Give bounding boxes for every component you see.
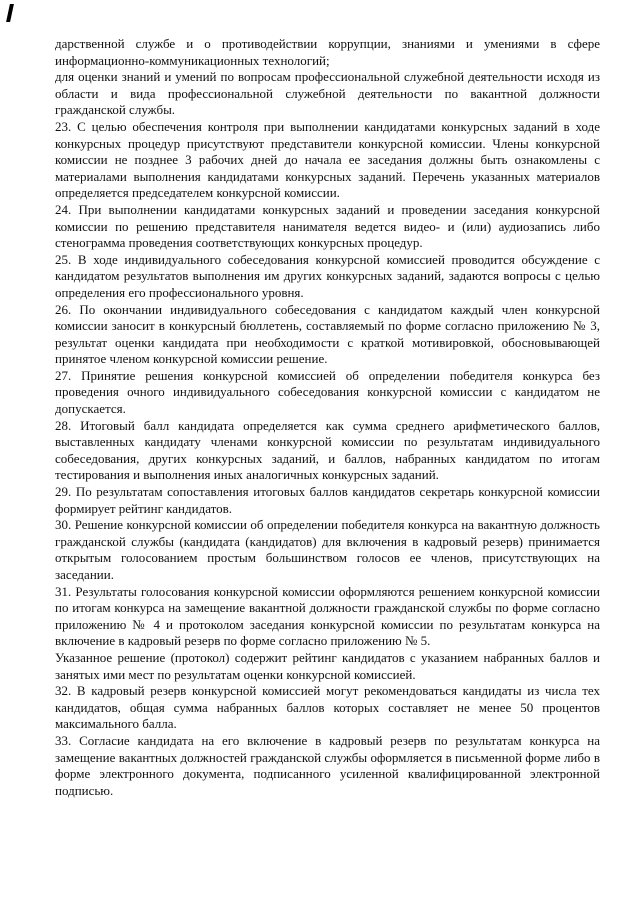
paragraph-continuation: дарственной службе и о противодействии коррупции, знаниями и умениями в сфере информационно-коммуникационных технологий; [55, 36, 600, 68]
paragraph-decision-note: Указанное решение (протокол) содержит рейтинг кандидатов с указанием набранных баллов и занятых ими мест по результатам оценки конкурсной комиссией. [55, 649, 600, 682]
paragraph-knowledge-assessment: для оценки знаний и умений по вопросам профессиональной служебной деятельности исходя из области и вида профессиональной служебной деятельности по вакантной должности гражданской службы. [55, 69, 600, 118]
paragraph-29: 29. По результатам сопоставления итоговых баллов кандидатов секретарь конкурсной комиссии формирует рейтинг кандидатов. [55, 484, 600, 516]
document-page [55, 36, 600, 799]
paragraph-33: 33. Согласие кандидата на его включение в кадровый резерв по результатам конкурса на замещение вакантных должностей гражданской службы оформляется в письменной форме либо в форме электронного документа, подписанного усиленной квалифицированной электронной подписью. [55, 732, 600, 798]
paragraph-28: 28. Итоговый балл кандидата определяется как сумма среднего арифметического баллов, выставленных кандидату членами конкурсной комиссии по результатам индивидуального собеседования, других конкурсных заданий, и баллов, набранных кандидатом по итогам тестирования и выполнения иных аналогичных конкурсных заданий. [55, 417, 600, 483]
paragraph-25: 25. В ходе индивидуального собеседования конкурсной комиссией проводится обсуждение с кандидатом результатов выполнения им других конкурсных заданий, задаются вопросы с целью определения его профессионального уровня. [55, 251, 600, 300]
scan-corner-mark [6, 4, 14, 22]
paragraph-26: 26. По окончании индивидуального собеседования с кандидатом каждый член конкурсной комиссии заносит в конкурсный бюллетень, составляемый по форме согласно приложению № 3, результат оценки кандидата при необходимости с краткой мотивировкой, обосновывающей принятое членом конкурсной комиссии решение. [55, 301, 600, 367]
paragraph-31: 31. Результаты голосования конкурсной комиссии оформляются решением конкурсной комиссии по итогам конкурса на замещение вакантной должности гражданской службы по форме согласно приложению № 4 и протоколом заседания конкурсной комиссии по результатам конкурса на включение в кадровый резерв по форме согласно приложению № 5. [55, 583, 600, 649]
paragraph-30: 30. Решение конкурсной комиссии об определении победителя конкурса на вакантную должность гражданской службы (кандидата (кандидатов) для включения в кадровый резерв) принимается открытым голосованием простым большинством голосов ее членов, присутствующих на заседании. [55, 517, 600, 582]
paragraph-23: 23. С целью обеспечения контроля при выполнении кандидатами конкурсных заданий в ходе конкурсных процедур присутствуют представители конкурсной комиссии. Члены конкурсной комиссии не позднее 3 рабочих дней до начала ее заседания должны быть ознакомлены с материалами выполнения кандидатами конкурсных заданий. Перечень указанных материалов определяется председателем конкурсной комиссии. [55, 118, 600, 201]
paragraph-32: 32. В кадровый резерв конкурсной комиссией могут рекомендоваться кандидаты из числа тех кандидатов, общая сумма набранных баллов которых составляет не менее 50 процентов максимального балла. [55, 683, 600, 732]
paragraph-24: 24. При выполнении кандидатами конкурсных заданий и проведении заседания конкурсной комиссии по решению представителя нанимателя ведется видео- и (или) аудиозапись либо стенограмма проведения соответствующих конкурсных процедур. [55, 201, 600, 251]
paragraph-27: 27. Принятие решения конкурсной комиссией об определении победителя конкурса без проведения очного индивидуального собеседования конкурсной комиссии с кандидатом не допускается. [55, 367, 600, 417]
